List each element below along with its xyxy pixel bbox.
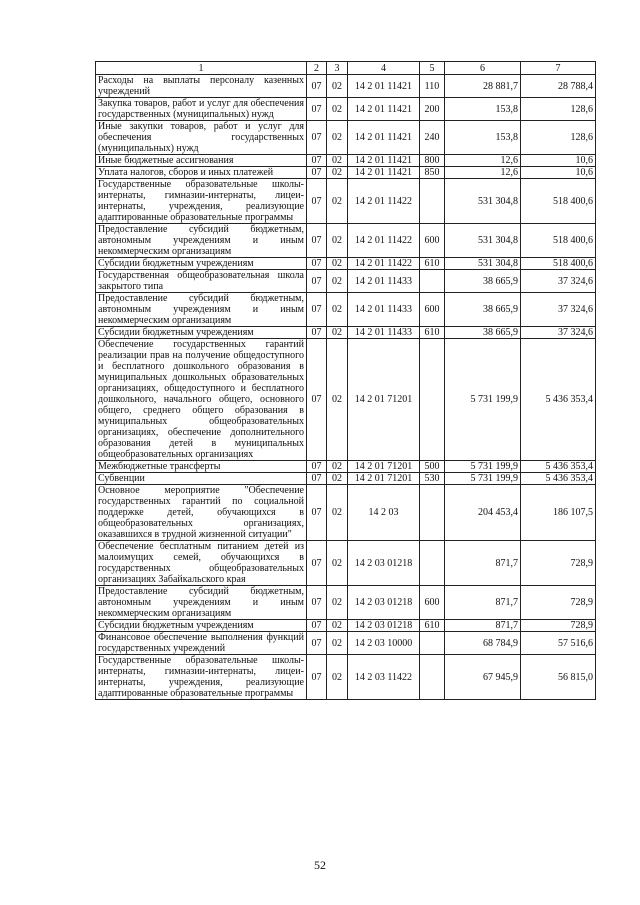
row-expense-type-cell: 850	[420, 167, 445, 179]
table-row	[96, 75, 596, 98]
row-section-cell: 07	[307, 179, 327, 224]
row-amount-col6-cell: 153,8	[445, 98, 521, 121]
column-header: 3	[327, 62, 348, 75]
table-row	[96, 179, 596, 224]
row-amount-col7-cell: 518 400,6	[521, 258, 596, 270]
table-row	[96, 167, 596, 179]
row-amount-col7-cell: 128,6	[521, 121, 596, 155]
row-amount-col7-cell: 57 516,6	[521, 632, 596, 655]
row-name-cell: Субсидии бюджетным учреждениям	[96, 327, 307, 339]
row-section-cell: 07	[307, 155, 327, 167]
row-amount-col6-cell: 871,7	[445, 541, 521, 586]
table-row	[96, 620, 596, 632]
row-subsection-cell: 02	[327, 75, 348, 98]
row-name-cell: Финансовое обеспечение выполнения функций государственных учреждений	[96, 632, 307, 655]
row-amount-col7-cell: 728,9	[521, 541, 596, 586]
row-subsection-cell: 02	[327, 293, 348, 327]
row-name-cell: Обеспечение бесплатным питанием детей из малоимущих семей, обучающихся в государственных общеобразовательных организациях Забайкальского края	[96, 541, 307, 586]
table-row	[96, 586, 596, 620]
row-expense-type-cell: 240	[420, 121, 445, 155]
row-amount-col7-cell: 5 436 353,4	[521, 461, 596, 473]
page-number: 52	[314, 858, 326, 872]
table-row	[96, 224, 596, 258]
row-section-cell: 07	[307, 167, 327, 179]
row-section-cell: 07	[307, 632, 327, 655]
column-header: 7	[521, 62, 596, 75]
row-amount-col6-cell: 38 665,9	[445, 293, 521, 327]
row-subsection-cell: 02	[327, 167, 348, 179]
row-name-cell: Предоставление субсидий бюджетным, автономным учреждениям и иным некоммерческим организациям	[96, 293, 307, 327]
row-target-article-cell: 14 2 03 11422	[348, 655, 420, 700]
row-target-article-cell: 14 2 01 11421	[348, 167, 420, 179]
row-subsection-cell: 02	[327, 485, 348, 541]
row-section-cell: 07	[307, 541, 327, 586]
row-name-cell: Государственные образовательные школы-интернаты, гимназии-интернаты, лицеи-интернаты, учреждения, реализующие адаптированные образовательные программы	[96, 179, 307, 224]
row-expense-type-cell	[420, 655, 445, 700]
row-amount-col6-cell: 531 304,8	[445, 224, 521, 258]
row-name-cell: Межбюджетные трансферты	[96, 461, 307, 473]
row-subsection-cell: 02	[327, 179, 348, 224]
row-name-cell: Обеспечение государственных гарантий реализации прав на получение общедоступного и бесплатного дошкольного образования в муниципальных дошкольных образовательных организациях, общедоступного и бесплатного дошкольного, начального общего, основного общего, среднего общего образования в муниципальных общеобразовательных организациях, обеспечение дополнительного образования детей в муниципальных общеобразовательных организациях	[96, 339, 307, 461]
row-name-cell: Субвенции	[96, 473, 307, 485]
row-amount-col6-cell: 28 881,7	[445, 75, 521, 98]
row-amount-col7-cell: 186 107,5	[521, 485, 596, 541]
row-section-cell: 07	[307, 270, 327, 293]
column-header: 6	[445, 62, 521, 75]
row-amount-col7-cell: 5 436 353,4	[521, 473, 596, 485]
row-section-cell: 07	[307, 258, 327, 270]
row-expense-type-cell	[420, 632, 445, 655]
row-name-cell: Предоставление субсидий бюджетным, автономным учреждениям и иным некоммерческим организациям	[96, 586, 307, 620]
column-header: 4	[348, 62, 420, 75]
row-amount-col6-cell: 5 731 199,9	[445, 461, 521, 473]
row-target-article-cell: 14 2 01 71201	[348, 461, 420, 473]
row-expense-type-cell: 610	[420, 327, 445, 339]
row-amount-col7-cell: 37 324,6	[521, 270, 596, 293]
row-name-cell: Государственные образовательные школы-интернаты, гимназии-интернаты, лицеи-интернаты, учреждения, реализующие адаптированные образовательные программы	[96, 655, 307, 700]
row-subsection-cell: 02	[327, 224, 348, 258]
table-row	[96, 155, 596, 167]
budget-table	[95, 61, 596, 700]
row-amount-col6-cell: 38 665,9	[445, 270, 521, 293]
row-target-article-cell: 14 2 01 11421	[348, 121, 420, 155]
table-row	[96, 485, 596, 541]
table-row	[96, 293, 596, 327]
row-expense-type-cell: 600	[420, 224, 445, 258]
row-subsection-cell: 02	[327, 327, 348, 339]
row-amount-col7-cell: 518 400,6	[521, 224, 596, 258]
row-name-cell: Иные закупки товаров, работ и услуг для обеспечения государственных (муниципальных) нужд	[96, 121, 307, 155]
row-subsection-cell: 02	[327, 655, 348, 700]
row-section-cell: 07	[307, 620, 327, 632]
row-expense-type-cell: 500	[420, 461, 445, 473]
row-expense-type-cell: 610	[420, 258, 445, 270]
row-section-cell: 07	[307, 586, 327, 620]
table-row	[96, 632, 596, 655]
row-subsection-cell: 02	[327, 258, 348, 270]
row-target-article-cell: 14 2 01 11422	[348, 224, 420, 258]
table-row	[96, 327, 596, 339]
row-amount-col6-cell: 871,7	[445, 586, 521, 620]
row-section-cell: 07	[307, 655, 327, 700]
row-name-cell: Субсидии бюджетным учреждениям	[96, 258, 307, 270]
row-expense-type-cell	[420, 270, 445, 293]
table-header-row	[96, 62, 596, 75]
row-name-cell: Основное мероприятие "Обеспечение государственных гарантий по социальной поддержке детей, обучающихся в общеобразовательных организациях, оказавшихся в трудной жизненной ситуации"	[96, 485, 307, 541]
row-target-article-cell: 14 2 01 11421	[348, 75, 420, 98]
row-expense-type-cell	[420, 339, 445, 461]
row-subsection-cell: 02	[327, 270, 348, 293]
row-expense-type-cell: 800	[420, 155, 445, 167]
row-expense-type-cell: 600	[420, 293, 445, 327]
row-expense-type-cell: 610	[420, 620, 445, 632]
row-amount-col6-cell: 153,8	[445, 121, 521, 155]
row-expense-type-cell: 600	[420, 586, 445, 620]
row-target-article-cell: 14 2 01 71201	[348, 473, 420, 485]
row-name-cell: Субсидии бюджетным учреждениям	[96, 620, 307, 632]
row-subsection-cell: 02	[327, 155, 348, 167]
row-amount-col7-cell: 728,9	[521, 620, 596, 632]
column-header: 1	[96, 62, 307, 75]
table-row	[96, 121, 596, 155]
row-amount-col6-cell: 531 304,8	[445, 258, 521, 270]
row-amount-col7-cell: 518 400,6	[521, 179, 596, 224]
row-amount-col6-cell: 5 731 199,9	[445, 339, 521, 461]
row-subsection-cell: 02	[327, 461, 348, 473]
row-target-article-cell: 14 2 01 11422	[348, 179, 420, 224]
row-section-cell: 07	[307, 293, 327, 327]
row-expense-type-cell	[420, 541, 445, 586]
table-row	[96, 655, 596, 700]
row-amount-col7-cell: 10,6	[521, 167, 596, 179]
row-target-article-cell: 14 2 03 01218	[348, 541, 420, 586]
row-target-article-cell: 14 2 03 01218	[348, 620, 420, 632]
row-name-cell: Иные бюджетные ассигнования	[96, 155, 307, 167]
row-subsection-cell: 02	[327, 632, 348, 655]
row-subsection-cell: 02	[327, 586, 348, 620]
row-expense-type-cell	[420, 485, 445, 541]
table-row	[96, 98, 596, 121]
row-section-cell: 07	[307, 461, 327, 473]
row-amount-col7-cell: 10,6	[521, 155, 596, 167]
row-target-article-cell: 14 2 01 71201	[348, 339, 420, 461]
row-section-cell: 07	[307, 473, 327, 485]
row-target-article-cell: 14 2 01 11433	[348, 327, 420, 339]
row-amount-col6-cell: 68 784,9	[445, 632, 521, 655]
row-name-cell: Государственная общеобразовательная школа закрытого типа	[96, 270, 307, 293]
row-section-cell: 07	[307, 121, 327, 155]
row-target-article-cell: 14 2 01 11422	[348, 258, 420, 270]
row-amount-col7-cell: 128,6	[521, 98, 596, 121]
row-amount-col6-cell: 67 945,9	[445, 655, 521, 700]
row-target-article-cell: 14 2 03 10000	[348, 632, 420, 655]
row-target-article-cell: 14 2 01 11421	[348, 155, 420, 167]
row-amount-col6-cell: 204 453,4	[445, 485, 521, 541]
table-row	[96, 258, 596, 270]
row-section-cell: 07	[307, 224, 327, 258]
row-name-cell: Уплата налогов, сборов и иных платежей	[96, 167, 307, 179]
column-header: 2	[307, 62, 327, 75]
row-subsection-cell: 02	[327, 339, 348, 461]
row-expense-type-cell	[420, 179, 445, 224]
column-header: 5	[420, 62, 445, 75]
row-name-cell: Закупка товаров, работ и услуг для обеспечения государственных (муниципальных) нужд	[96, 98, 307, 121]
row-subsection-cell: 02	[327, 98, 348, 121]
row-amount-col7-cell: 56 815,0	[521, 655, 596, 700]
row-section-cell: 07	[307, 75, 327, 98]
table-row	[96, 473, 596, 485]
row-target-article-cell: 14 2 03	[348, 485, 420, 541]
row-target-article-cell: 14 2 03 01218	[348, 586, 420, 620]
row-expense-type-cell: 530	[420, 473, 445, 485]
row-name-cell: Предоставление субсидий бюджетным, автономным учреждениям и иным некоммерческим организациям	[96, 224, 307, 258]
row-subsection-cell: 02	[327, 541, 348, 586]
table-row	[96, 461, 596, 473]
row-name-cell: Расходы на выплаты персоналу казенных учреждений	[96, 75, 307, 98]
table-body	[96, 75, 596, 700]
row-amount-col6-cell: 38 665,9	[445, 327, 521, 339]
table-row	[96, 541, 596, 586]
row-amount-col6-cell: 531 304,8	[445, 179, 521, 224]
row-amount-col6-cell: 871,7	[445, 620, 521, 632]
row-amount-col7-cell: 5 436 353,4	[521, 339, 596, 461]
row-amount-col7-cell: 728,9	[521, 586, 596, 620]
row-section-cell: 07	[307, 327, 327, 339]
row-subsection-cell: 02	[327, 473, 348, 485]
row-amount-col6-cell: 5 731 199,9	[445, 473, 521, 485]
row-expense-type-cell: 200	[420, 98, 445, 121]
row-target-article-cell: 14 2 01 11433	[348, 270, 420, 293]
row-amount-col6-cell: 12,6	[445, 167, 521, 179]
row-section-cell: 07	[307, 339, 327, 461]
row-expense-type-cell: 110	[420, 75, 445, 98]
table-row	[96, 270, 596, 293]
row-subsection-cell: 02	[327, 121, 348, 155]
row-section-cell: 07	[307, 485, 327, 541]
row-amount-col7-cell: 28 788,4	[521, 75, 596, 98]
row-target-article-cell: 14 2 01 11433	[348, 293, 420, 327]
row-amount-col7-cell: 37 324,6	[521, 293, 596, 327]
row-subsection-cell: 02	[327, 620, 348, 632]
table-row	[96, 339, 596, 461]
row-amount-col7-cell: 37 324,6	[521, 327, 596, 339]
row-section-cell: 07	[307, 98, 327, 121]
row-target-article-cell: 14 2 01 11421	[348, 98, 420, 121]
row-amount-col6-cell: 12,6	[445, 155, 521, 167]
